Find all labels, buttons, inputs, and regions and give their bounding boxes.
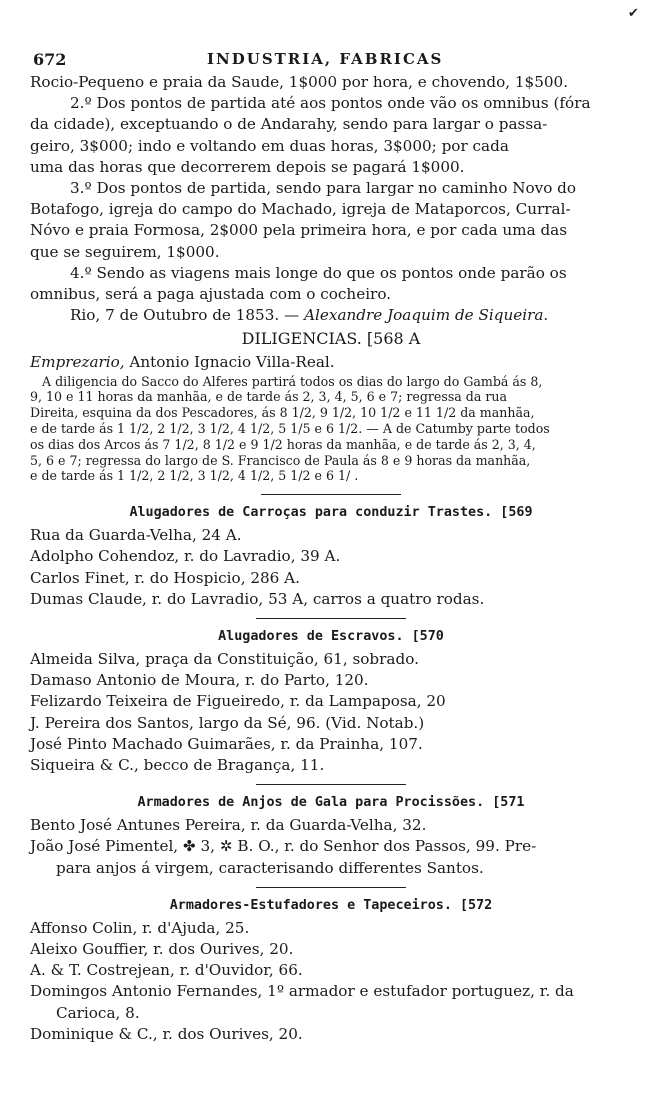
section-heading-carrocas <box>30 501 632 525</box>
section-heading-escravos <box>30 625 632 649</box>
divider-rule <box>256 618 406 619</box>
list-item: Dominique & C., r. dos Ourives, 20. <box>30 1024 303 1043</box>
section-title: Armadores de Anjos de Gala para Procissões. <box>137 795 485 811</box>
section-heading-diligencias <box>30 326 632 352</box>
list-item: Carlos Finet, r. do Hospicio, 286 A. <box>30 568 300 587</box>
text-line: 3.º Dos pontos de partida, sendo para largar no caminho Novo do <box>70 179 577 198</box>
list-item: Felizardo Teixeira de Figueiredo, r. da Lampaposa, 20 <box>30 692 446 711</box>
section-heading-anjos <box>30 791 632 815</box>
list-item: Affonso Colin, r. d'Ajuda, 25. <box>30 918 250 937</box>
section-number: [572 <box>459 897 493 913</box>
paragraph-line: os dias dos Arcos ás 7 1/2, 8 1/2 e 9 1/2 horas da manhãa, e de tarde ás 2, 3, 4, <box>30 436 536 452</box>
list-item: Domingos Antonio Fernandes, 1º armador e estufador portuguez, r. da <box>30 982 574 1001</box>
list-item: Almeida Silva, praça da Constituição, 61, sobrado. <box>30 650 419 669</box>
section-heading-estufadores <box>30 894 632 918</box>
paragraph-line: Direita, esquina da dos Pescadores, ás 8 1/2, 9 1/2, 10 1/2 e 11 1/2 da manhãa, <box>30 405 535 421</box>
divider-rule <box>261 494 401 495</box>
list-item: Aleixo Gouffier, r. dos Ourives, 20. <box>30 940 294 959</box>
running-title: INDUSTRIA, FABRICAS <box>207 50 444 68</box>
list-item: João José Pimentel, ✤ 3, ✲ B. O., r. do Senhor dos Passos, 99. Pre- <box>30 837 537 856</box>
section-title: DILIGENCIAS. <box>241 329 362 349</box>
entrepreneur-line <box>30 352 632 373</box>
page-body <box>30 72 632 1045</box>
list-item-continuation: para anjos á virgem, caracterisando differentes Santos. <box>56 858 484 877</box>
entrepreneur-label: Emprezario, <box>30 353 125 372</box>
text-line: da cidade), exceptuando o de Andarahy, sendo para largar o passa- <box>30 115 548 134</box>
page-number: 672 <box>33 50 67 69</box>
list-item: Damaso Antonio de Moura, r. do Parto, 120. <box>30 671 369 690</box>
text-line: 2.º Dos pontos de partida até aos pontos onde vão os omnibus (fóra <box>70 94 591 113</box>
section-number: [570 <box>411 629 444 645</box>
divider-rule <box>256 784 406 785</box>
list-item: Dumas Claude, r. do Lavradio, 53 A, carros a quatro rodas. <box>30 589 485 608</box>
section-number: [569 <box>500 505 533 521</box>
paragraph-line: 9, 10 e 11 horas da manhãa, e de tarde ás 2, 3, 4, 5, 6 e 7; regressa da rua <box>30 389 508 405</box>
paragraph-line: A diligencia do Sacco do Alferes partirá todos os dias do largo do Gambá ás 8, <box>42 373 543 389</box>
list-item: Rua da Guarda-Velha, 24 A. <box>30 526 242 545</box>
list-item: J. Pereira dos Santos, largo da Sé, 96. (Vid. Notab.) <box>30 713 425 732</box>
section-title: Alugadores de Carroças para conduzir Trastes. <box>129 505 493 521</box>
paragraph-line: 5, 6 e 7; regressa do largo de S. Francisco de Paula ás 8 e 9 horas da manhãa, <box>30 452 531 468</box>
text-line: Botafogo, igreja do campo do Machado, igreja de Mataporcos, Curral- <box>30 200 571 219</box>
text-line: omnibus, será a paga ajustada com o cocheiro. <box>30 285 392 304</box>
text-line: Rocio-Pequeno e praia da Saude, 1$000 por hora, e chovendo, 1$500. <box>30 73 569 91</box>
check-mark-icon: ✔ <box>628 6 639 21</box>
text-line: Nóvo e praia Formosa, 2$000 pela primeira hora, e por cada uma das <box>30 221 568 240</box>
section-number: [568 A <box>366 329 421 349</box>
list-item: A. & T. Costrejean, r. d'Ouvidor, 66. <box>30 961 303 980</box>
paragraph-line: e de tarde ás 1 1/2, 2 1/2, 3 1/2, 4 1/2, 5 1/5 e 6 1/2. — A de Catumby parte todos <box>30 421 550 437</box>
running-header <box>33 50 633 72</box>
entrepreneur-name: Antonio Ignacio Villa-Real. <box>124 353 335 372</box>
list-item-continuation: Carioca, 8. <box>56 1003 140 1022</box>
date-text: Rio, 7 de Outubro de 1853. — <box>70 306 305 325</box>
section-number: [571 <box>492 795 525 811</box>
author-name: Alexandre Joaquim de Siqueira. <box>304 306 549 325</box>
section-title: Alugadores de Escravos. <box>218 629 404 645</box>
paragraph-line: e de tarde ás 1 1/2, 2 1/2, 3 1/2, 4 1/2, 5 1/2 e 6 1/ . <box>30 468 359 484</box>
list-item: Siqueira & C., becco de Bragança, 11. <box>30 756 325 775</box>
divider-rule <box>256 887 406 888</box>
section-title: Armadores-Estufadores e Tapeceiros. <box>169 897 452 913</box>
text-line: 4.º Sendo as viagens mais longe do que os pontos onde parão os <box>70 263 567 282</box>
text-line: que se seguirem, 1$000. <box>30 242 220 261</box>
text-line: uma das horas que decorrerem depois se pagará 1$000. <box>30 157 465 176</box>
list-item: Bento José Antunes Pereira, r. da Guarda-Velha, 32. <box>30 816 427 835</box>
list-item: José Pinto Machado Guimarães, r. da Prainha, 107. <box>30 734 423 753</box>
dated-signature-line <box>30 305 632 326</box>
list-item: Adolpho Cohendoz, r. do Lavradio, 39 A. <box>30 547 341 566</box>
text-line: geiro, 3$000; indo e voltando em duas horas, 3$000; por cada <box>30 136 509 155</box>
